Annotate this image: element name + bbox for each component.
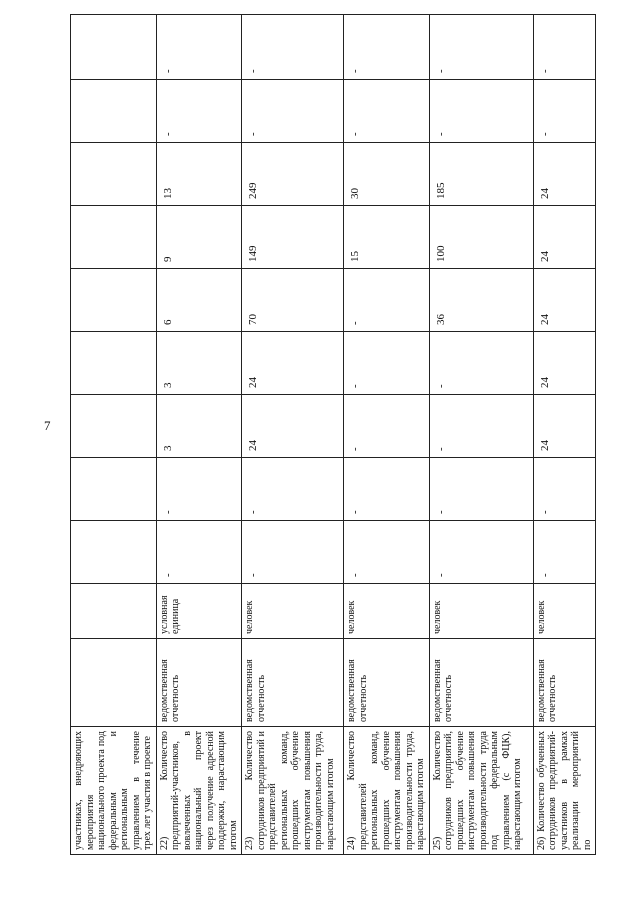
value-cell: 6	[156, 269, 242, 332]
value-cell: -	[429, 395, 533, 458]
value-cell: -	[242, 521, 344, 584]
value-cell	[71, 269, 157, 332]
value-cell: 24	[533, 395, 596, 458]
value-cell: -	[156, 80, 242, 143]
indicator-name-cell: 23) Количество сотрудников предприятий и представителей региональных команд, прошедших обучение инструментам повышения производительности труда, нарастающим итогом	[242, 727, 344, 855]
indicator-table	[70, 14, 596, 855]
value-cell: -	[344, 521, 430, 584]
table-row	[71, 15, 157, 855]
unit-cell: человек	[429, 584, 533, 639]
unit-cell: человек	[242, 584, 344, 639]
value-cell: 24	[242, 395, 344, 458]
value-cell: -	[429, 458, 533, 521]
value-cell: -	[429, 80, 533, 143]
value-cell	[71, 143, 157, 206]
value-cell: 24	[242, 332, 344, 395]
value-cell: -	[156, 458, 242, 521]
value-cell: 24	[533, 143, 596, 206]
value-cell: 3	[156, 395, 242, 458]
value-cell: 70	[242, 269, 344, 332]
value-cell	[71, 395, 157, 458]
value-cell: -	[344, 80, 430, 143]
value-cell: -	[242, 15, 344, 80]
value-cell	[71, 458, 157, 521]
value-cell: 3	[156, 332, 242, 395]
source-cell: ведомственная отчетность	[533, 639, 596, 727]
value-cell: 36	[429, 269, 533, 332]
source-cell	[71, 639, 157, 727]
value-cell: 24	[533, 269, 596, 332]
value-cell: -	[344, 269, 430, 332]
indicator-name-cell: 25) Количество сотрудников предприятий, прошедших обучение инструментам повышения производительности труда под федеральным управлением (с ФЦК), нарастающим итогом	[429, 727, 533, 855]
value-cell: 30	[344, 143, 430, 206]
indicator-name-cell: 22) Количество предприятий-участников, вовлеченных в национальный проект через получение адресной поддержки, нарастающим итогом	[156, 727, 242, 855]
value-cell: 24	[533, 332, 596, 395]
value-cell: 13	[156, 143, 242, 206]
value-cell: 24	[533, 206, 596, 269]
value-cell: 15	[344, 206, 430, 269]
unit-cell	[71, 584, 157, 639]
value-cell: -	[429, 332, 533, 395]
value-cell: -	[429, 521, 533, 584]
source-cell: ведомственная отчетность	[242, 639, 344, 727]
value-cell	[71, 332, 157, 395]
indicator-table-rotated	[70, 15, 593, 855]
value-cell: -	[344, 395, 430, 458]
value-cell: -	[533, 80, 596, 143]
table-row	[156, 15, 242, 855]
value-cell: -	[429, 15, 533, 80]
unit-cell: человек	[533, 584, 596, 639]
value-cell: -	[156, 521, 242, 584]
value-cell: -	[242, 458, 344, 521]
table-row	[242, 15, 344, 855]
value-cell: -	[344, 458, 430, 521]
indicator-name-cell: 24) Количество представителей региональных команд, прошедших обучение инструментам повышения производительности труда, нарастающим итогом	[344, 727, 430, 855]
value-cell	[71, 521, 157, 584]
value-cell: 9	[156, 206, 242, 269]
indicator-name-cell: 26) Количество обученных сотрудников предприятий-участников в рамках реализации мероприятий по	[533, 727, 596, 855]
source-cell: ведомственная отчетность	[156, 639, 242, 727]
unit-cell: условная единица	[156, 584, 242, 639]
source-cell: ведомственная отчетность	[344, 639, 430, 727]
table-row	[344, 15, 430, 855]
value-cell: -	[344, 332, 430, 395]
indicator-name-cell: участниках, внедряющих мероприятия национального проекта под федеральным и региональным управлением в течение трех лет участия в проекте	[71, 727, 157, 855]
value-cell: 149	[242, 206, 344, 269]
page-number: 7	[44, 418, 51, 433]
value-cell: -	[242, 80, 344, 143]
source-cell: ведомственная отчетность	[429, 639, 533, 727]
value-cell: 249	[242, 143, 344, 206]
value-cell	[71, 206, 157, 269]
table-body	[71, 15, 596, 855]
value-cell: -	[156, 15, 242, 80]
unit-cell: человек	[344, 584, 430, 639]
value-cell: 100	[429, 206, 533, 269]
value-cell	[71, 80, 157, 143]
table-row	[429, 15, 533, 855]
value-cell: 185	[429, 143, 533, 206]
value-cell: -	[533, 458, 596, 521]
table-row	[533, 15, 596, 855]
value-cell: -	[344, 15, 430, 80]
value-cell: -	[533, 521, 596, 584]
value-cell: -	[533, 15, 596, 80]
value-cell	[71, 15, 157, 80]
